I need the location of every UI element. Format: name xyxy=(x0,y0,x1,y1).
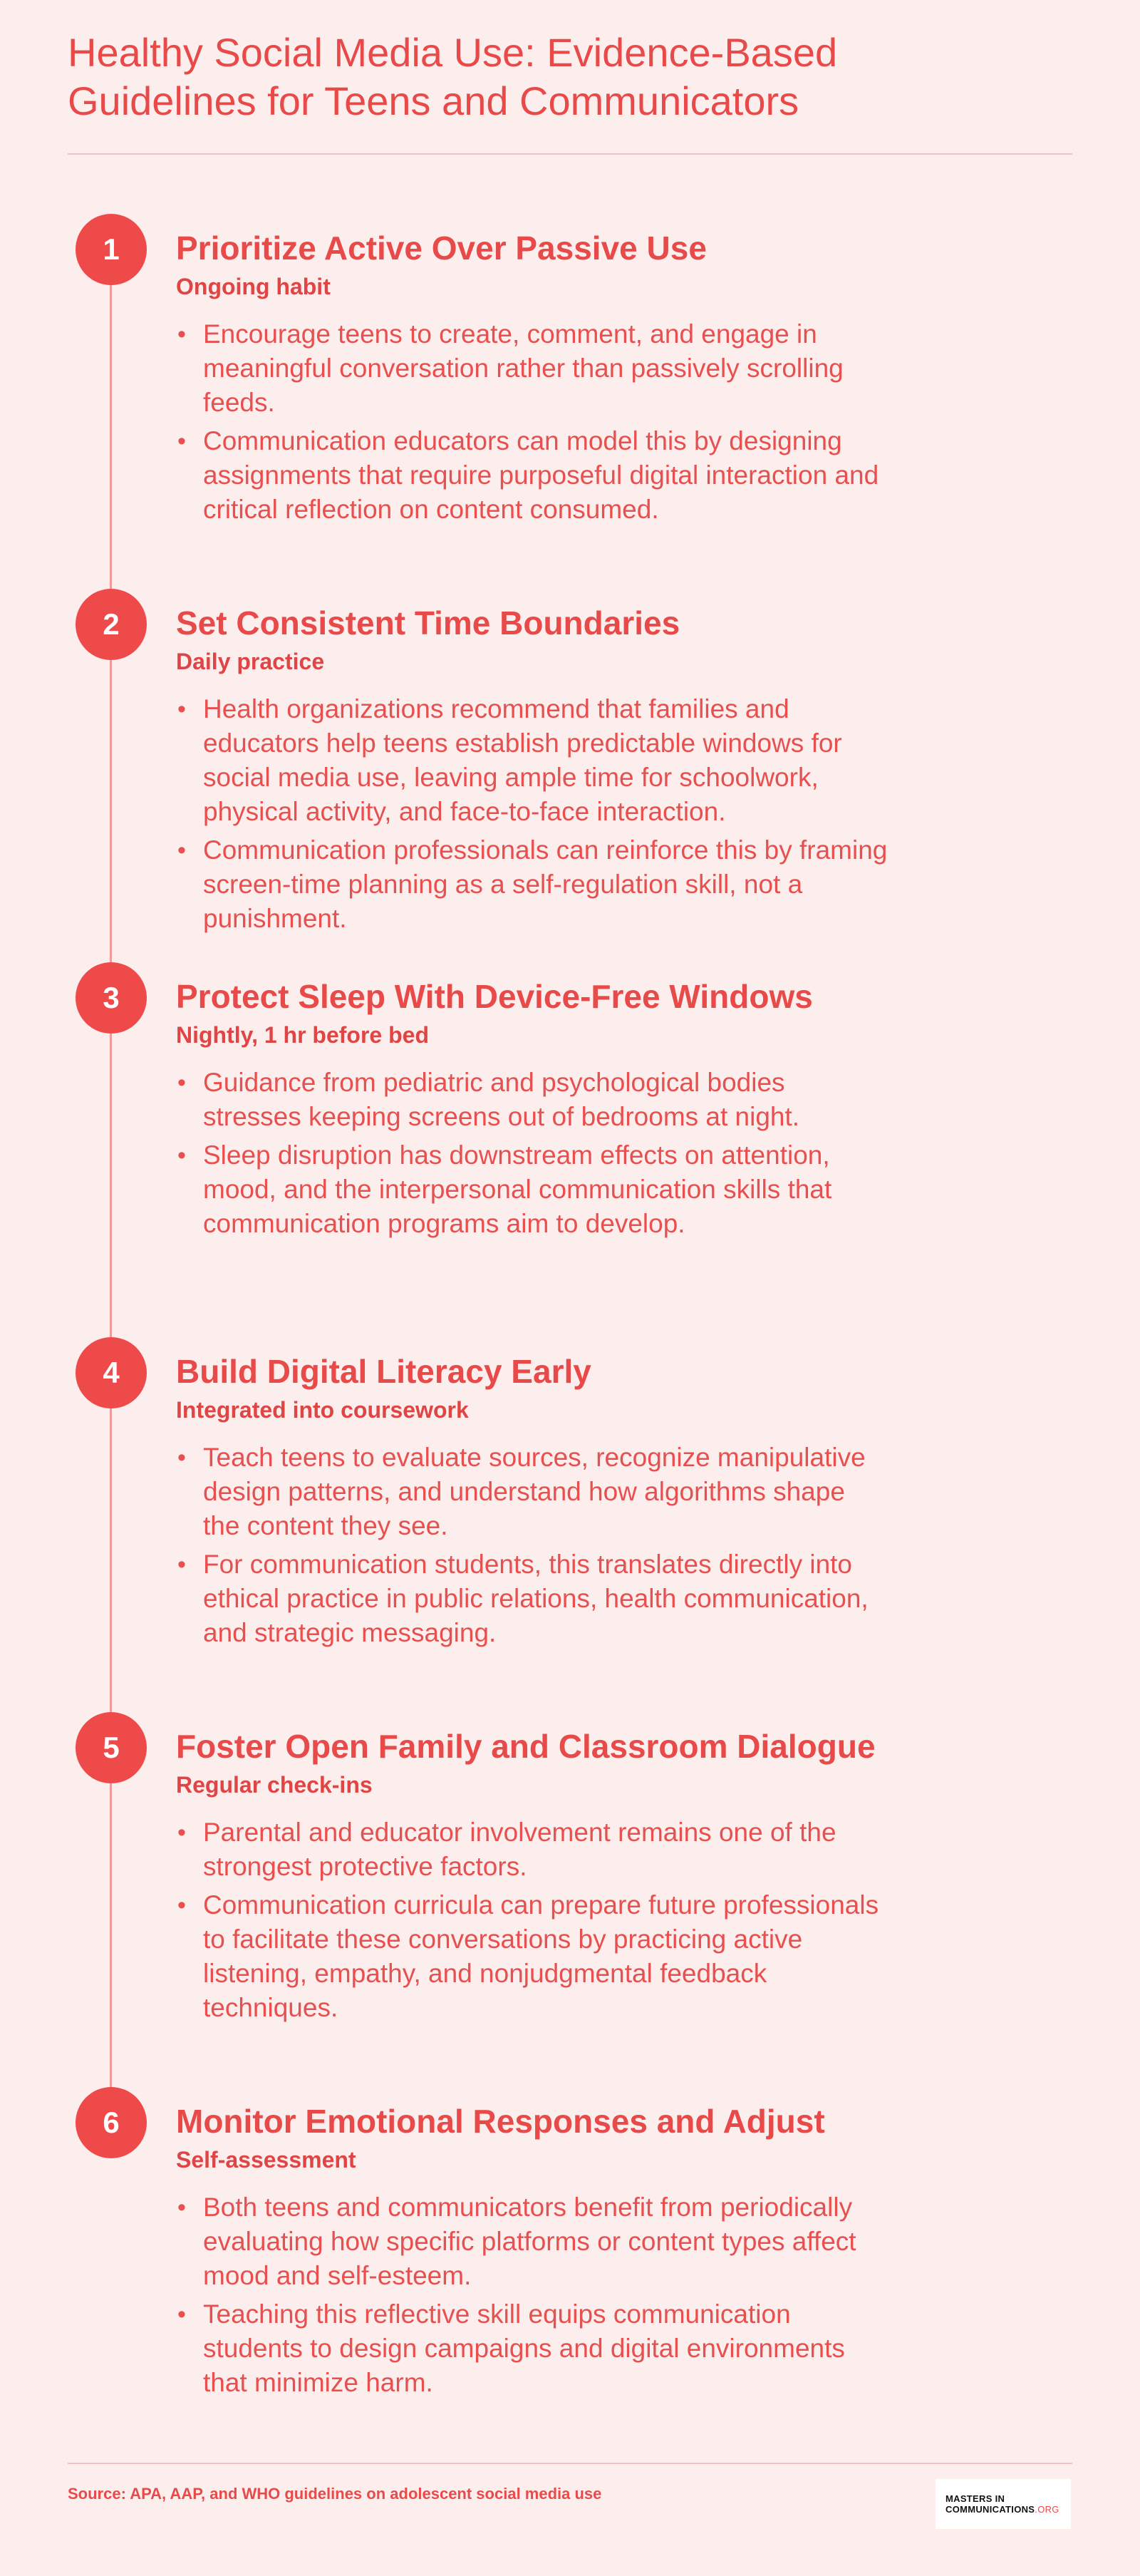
logo-line-2 xyxy=(945,2504,1071,2515)
step-title: Foster Open Family and Classroom Dialogue xyxy=(176,1728,876,1765)
step-subtitle: Regular check-ins xyxy=(176,1772,373,1798)
bullet-item xyxy=(176,424,888,527)
bullet-dot-icon: • xyxy=(177,1069,186,1096)
step-title: Protect Sleep With Device-Free Windows xyxy=(176,978,813,1015)
step-number-badge: 6 xyxy=(76,2087,147,2158)
bullet-item xyxy=(176,1888,888,2025)
bullet-text: Communication professionals can reinforce this by framing screen-time planning as a self-regulation skill, not a punishment. xyxy=(203,835,888,933)
step-title: Prioritize Active Over Passive Use xyxy=(176,230,707,267)
step-number-badge: 5 xyxy=(76,1712,147,1783)
step-title: Monitor Emotional Responses and Adjust xyxy=(176,2103,825,2140)
step-number-badge: 2 xyxy=(76,589,147,660)
timeline-line xyxy=(110,249,112,2124)
bullet-item xyxy=(176,1547,888,1650)
step-bullet-list xyxy=(176,1815,888,2029)
page-title: Healthy Social Media Use: Evidence-Based Guidelines for Teens and Communicators xyxy=(68,30,838,123)
step-subtitle: Integrated into coursework xyxy=(176,1397,469,1423)
bullet-text: Health organizations recommend that families and educators help teens establish predictable windows for social media use, leaving ample time for schoolwork, physical activity, and face-to-face interaction. xyxy=(203,694,842,826)
bullet-item xyxy=(176,1815,888,1884)
bullet-item xyxy=(176,1441,888,1543)
bullet-item xyxy=(176,2190,888,2293)
step-bullet-list xyxy=(176,1441,888,1654)
bullet-text: Both teens and communicators benefit from periodically evaluating how specific platforms or content types affect mood and self-esteem. xyxy=(203,2193,856,2290)
bullet-dot-icon: • xyxy=(177,1444,186,1471)
bullet-dot-icon: • xyxy=(177,1142,186,1169)
source-note: Source: APA, AAP, and WHO guidelines on adolescent social media use xyxy=(68,2485,602,2503)
top-divider xyxy=(68,153,1072,155)
bullet-item xyxy=(176,833,888,936)
bullet-item xyxy=(176,1138,888,1241)
bullet-text: Teach teens to evaluate sources, recognize manipulative design patterns, and understand how algorithms shape the content they see. xyxy=(203,1443,866,1540)
logo-suffix: .ORG xyxy=(1035,2504,1059,2515)
bullet-dot-icon: • xyxy=(177,2301,186,2328)
bullet-text: Sleep disruption has downstream effects on attention, mood, and the interpersonal communication skills that communication programs aim to develop. xyxy=(203,1140,832,1238)
bullet-item xyxy=(176,317,888,420)
bullet-text: Parental and educator involvement remains one of the strongest protective factors. xyxy=(203,1818,836,1881)
bullet-text: Communication educators can model this by designing assignments that require purposeful digital interaction and critical reflection on content consumed. xyxy=(203,426,879,524)
bullet-dot-icon: • xyxy=(177,1819,186,1846)
bullet-dot-icon: • xyxy=(177,1892,186,1919)
step-bullet-list xyxy=(176,317,888,531)
step-subtitle: Ongoing habit xyxy=(176,274,331,299)
bullet-item xyxy=(176,1066,888,1134)
masters-in-communications-logo xyxy=(936,2479,1071,2529)
step-number-badge: 1 xyxy=(76,214,147,285)
step-bullet-list xyxy=(176,2190,888,2404)
bullet-text: For communication students, this translates directly into ethical practice in public relations, health communication, and strategic messaging. xyxy=(203,1550,869,1647)
bullet-item xyxy=(176,692,888,829)
step-subtitle: Daily practice xyxy=(176,649,325,674)
bullet-text: Communication curricula can prepare future professionals to facilitate these conversations by practicing active listening, empathy, and nonjudgmental feedback techniques. xyxy=(203,1890,879,2022)
logo-word: COMMUNICATIONS xyxy=(945,2504,1035,2515)
step-bullet-list xyxy=(176,1066,888,1245)
bullet-text: Encourage teens to create, comment, and engage in meaningful conversation rather than passively scrolling feeds. xyxy=(203,319,844,417)
bottom-divider xyxy=(68,2463,1072,2464)
bullet-text: Guidance from pediatric and psychological bodies stresses keeping screens out of bedrooms at night. xyxy=(203,1068,800,1131)
logo-line-1: MASTERS IN xyxy=(945,2493,1005,2504)
bullet-dot-icon: • xyxy=(177,321,186,348)
bullet-dot-icon: • xyxy=(177,837,186,864)
bullet-dot-icon: • xyxy=(177,2194,186,2221)
bullet-item xyxy=(176,2297,888,2400)
step-number-badge: 4 xyxy=(76,1337,147,1408)
bullet-dot-icon: • xyxy=(177,1551,186,1578)
step-number-badge: 3 xyxy=(76,962,147,1034)
step-title: Build Digital Literacy Early xyxy=(176,1353,591,1390)
bullet-dot-icon: • xyxy=(177,428,186,455)
bullet-dot-icon: • xyxy=(177,696,186,723)
step-title: Set Consistent Time Boundaries xyxy=(176,604,680,642)
step-bullet-list xyxy=(176,692,888,940)
step-subtitle: Self-assessment xyxy=(176,2147,356,2173)
bullet-text: Teaching this reflective skill equips communication students to design campaigns and digital environments that minimize harm. xyxy=(203,2299,845,2397)
step-subtitle: Nightly, 1 hr before bed xyxy=(176,1022,429,1048)
